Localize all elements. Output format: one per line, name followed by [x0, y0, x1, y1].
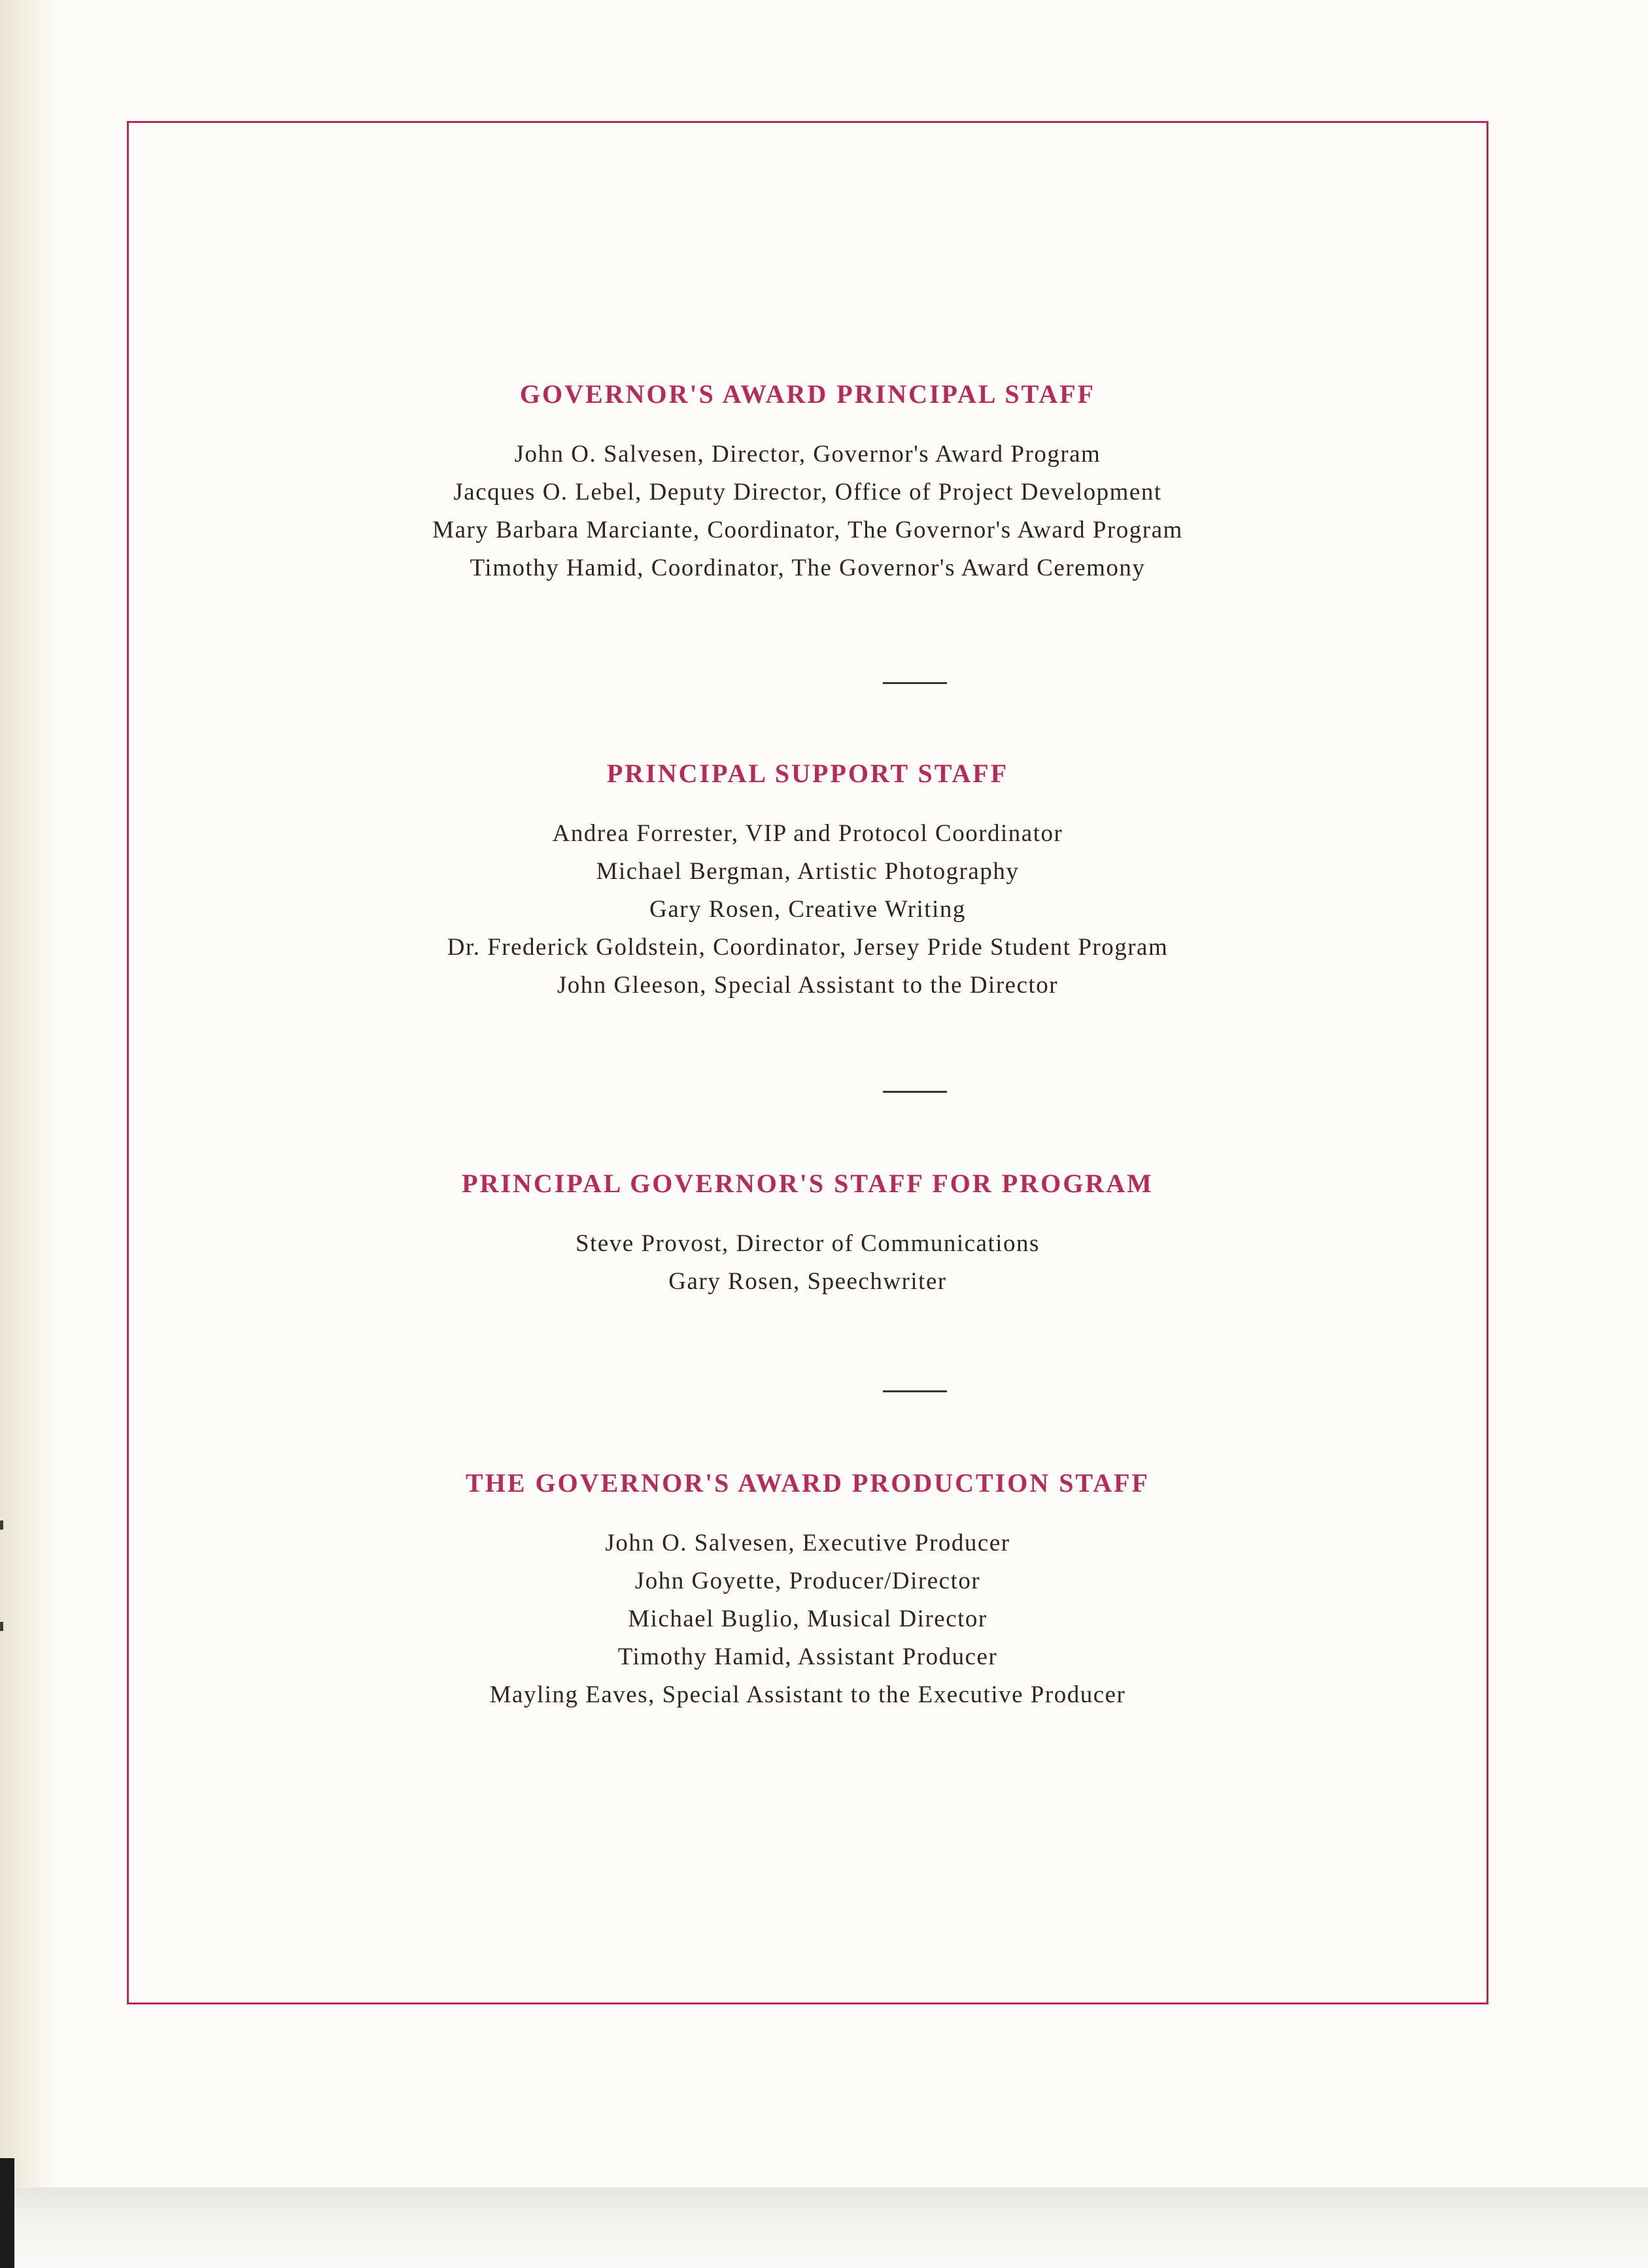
staff-line: John O. Salvesen, Executive Producer [605, 1530, 1010, 1556]
edge-mark [0, 1521, 3, 1530]
staff-line: Timothy Hamid, Coordinator, The Governor's Award Ceremony [470, 555, 1146, 581]
staff-line: Michael Buglio, Musical Director [628, 1606, 987, 1632]
staff-line: Gary Rosen, Speechwriter [668, 1268, 947, 1295]
section-production-staff [127, 1467, 1488, 1714]
staff-line: John O. Salvesen, Director, Governor's Award Program [514, 441, 1101, 468]
section-principal-staff [127, 378, 1488, 587]
section-heading: PRINCIPAL SUPPORT STAFF [606, 759, 1009, 788]
staff-line: Dr. Frederick Goldstein, Coordinator, Jersey Pride Student Program [447, 934, 1169, 961]
section-divider [883, 682, 947, 684]
staff-line: Steve Provost, Director of Communications [575, 1230, 1040, 1257]
edge-mark [0, 1622, 3, 1631]
staff-line: Andrea Forrester, VIP and Protocol Coordinator [552, 820, 1063, 847]
staff-line: Timothy Hamid, Assistant Producer [617, 1643, 998, 1670]
binding-shadow [0, 0, 59, 2268]
staff-line: Michael Bergman, Artistic Photography [596, 858, 1020, 885]
staff-line: Gary Rosen, Creative Writing [649, 896, 966, 923]
section-divider [883, 1091, 947, 1093]
section-heading: PRINCIPAL GOVERNOR'S STAFF FOR PROGRAM [462, 1169, 1154, 1198]
section-governors-staff [127, 1167, 1488, 1301]
section-divider [883, 1390, 947, 1392]
staff-line: Mary Barbara Marciante, Coordinator, The Governor's Award Program [432, 517, 1183, 543]
page-corner-shadow [0, 2158, 14, 2268]
staff-line: Jacques O. Lebel, Deputy Director, Office of Project Development [453, 479, 1162, 506]
section-support-staff [127, 757, 1488, 1005]
section-heading: THE GOVERNOR'S AWARD PRODUCTION STAFF [466, 1468, 1150, 1498]
staff-line: Mayling Eaves, Special Assistant to the Executive Producer [489, 1681, 1126, 1708]
section-heading: GOVERNOR'S AWARD PRINCIPAL STAFF [519, 379, 1096, 409]
staff-line: John Gleeson, Special Assistant to the Director [557, 972, 1059, 999]
page-bottom-edge [0, 2188, 1648, 2268]
staff-line: John Goyette, Producer/Director [634, 1568, 981, 1594]
